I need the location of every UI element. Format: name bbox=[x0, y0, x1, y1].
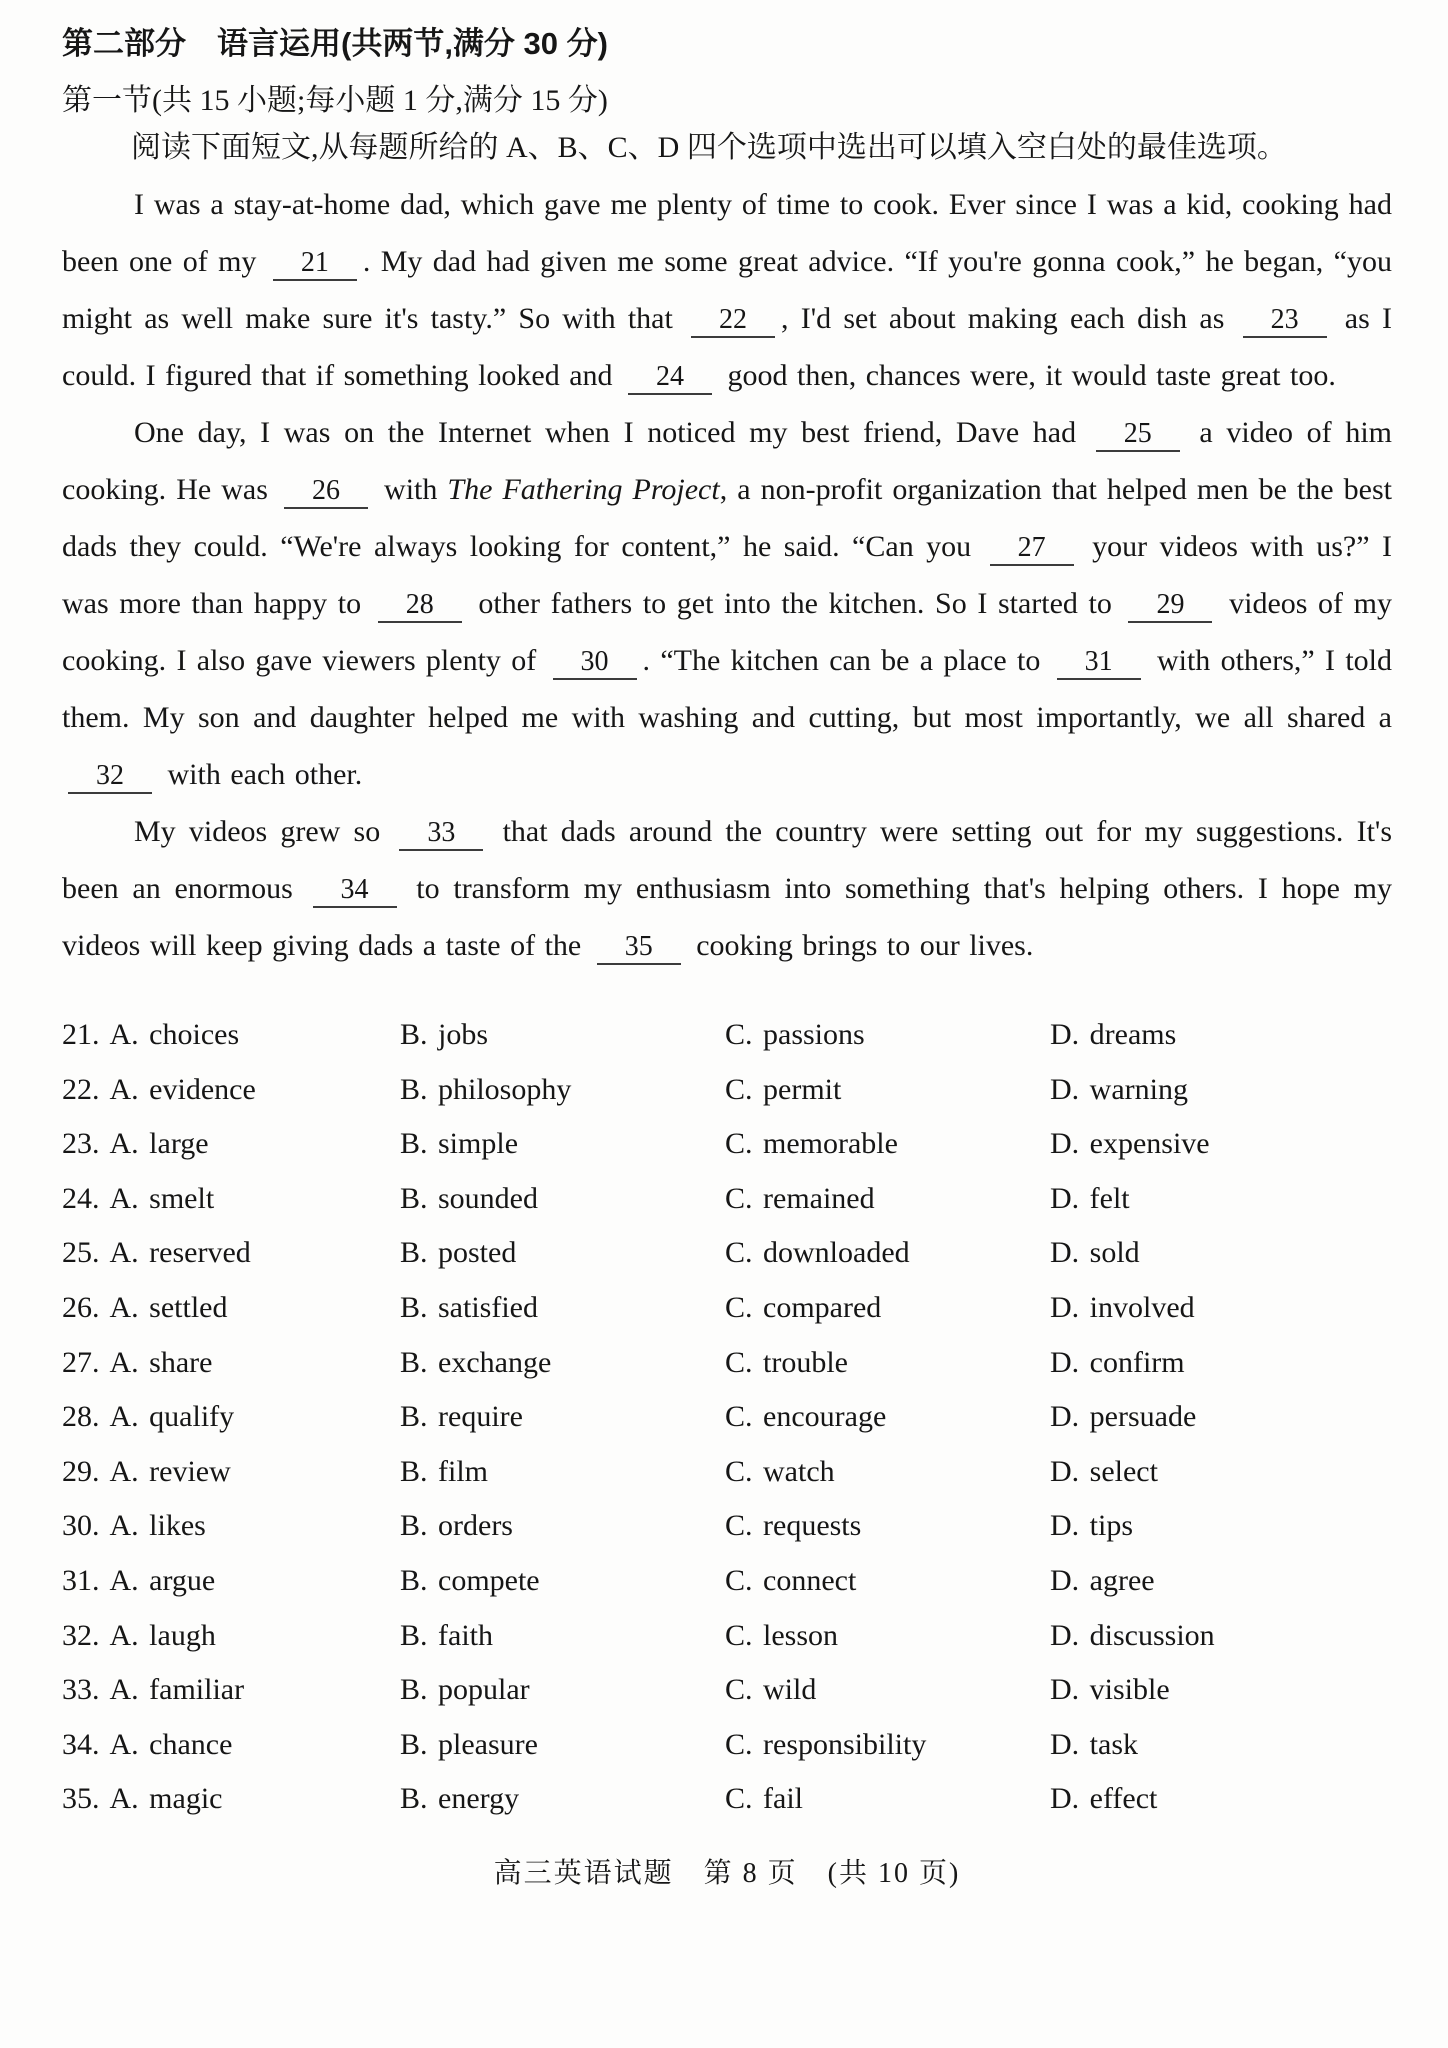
option-a: 23. A. large bbox=[62, 1117, 400, 1172]
option-b: B. energy bbox=[400, 1782, 520, 1816]
question-number: 22. bbox=[62, 1072, 100, 1106]
question-number: 26. bbox=[62, 1290, 100, 1324]
option-b: B. film bbox=[400, 1454, 489, 1488]
option-c: C. trouble bbox=[725, 1345, 848, 1379]
cloze-blank: 28 bbox=[378, 589, 462, 623]
option-c: C. compared bbox=[725, 1290, 882, 1324]
option-b: B. require bbox=[400, 1400, 523, 1434]
option-row bbox=[62, 1772, 1392, 1827]
cloze-blank: 33 bbox=[399, 817, 483, 851]
option-b: B. sounded bbox=[400, 1181, 538, 1215]
instruction-text: 阅读下面短文,从每题所给的 A、B、C、D 四个选项中选出可以填入空白处的最佳选项。 bbox=[131, 131, 1287, 164]
question-number: 34. bbox=[62, 1727, 100, 1761]
question-number: 21. bbox=[62, 1018, 100, 1051]
option-row bbox=[62, 1663, 1392, 1718]
option-b: B. compete bbox=[400, 1563, 540, 1597]
question-number: 24. bbox=[62, 1181, 100, 1215]
passage-paragraph: I was a stay-at-home dad, which gave me plenty of time to cook. Ever since I was a kid, cooking had been one of my 21 . My dad had given me some great advice. “If you're gonna cook,” he began, “you might as well make sure it's tasty.” So with that 22 , I'd set about making each dish as 23 as I could. I figured that if something looked and 24 good then, chances were, it would taste great too. bbox=[62, 176, 1392, 404]
cloze-blank: 32 bbox=[68, 760, 152, 794]
option-a: 33. A. familiar bbox=[62, 1663, 400, 1718]
option-row bbox=[62, 1336, 1392, 1391]
option-a: 21. A. choices bbox=[62, 1008, 400, 1063]
option-d: D. task bbox=[1050, 1727, 1138, 1761]
cloze-blank: 30 bbox=[553, 646, 637, 680]
cloze-blank: 29 bbox=[1128, 589, 1212, 623]
option-b: B. simple bbox=[400, 1127, 519, 1161]
option-row bbox=[62, 1554, 1392, 1609]
option-row bbox=[62, 1718, 1392, 1773]
option-c: C. encourage bbox=[725, 1400, 887, 1434]
cloze-blank: 21 bbox=[273, 247, 357, 281]
option-a: 24. A. smelt bbox=[62, 1172, 400, 1227]
option-a: 30. A. likes bbox=[62, 1499, 400, 1554]
option-a: 31. A. argue bbox=[62, 1554, 400, 1609]
question-number: 33. bbox=[62, 1673, 100, 1707]
option-b: B. popular bbox=[400, 1673, 530, 1707]
option-b: B. exchange bbox=[400, 1345, 552, 1379]
cloze-blank: 22 bbox=[691, 304, 775, 338]
option-c: C. connect bbox=[725, 1563, 857, 1597]
option-d: D. involved bbox=[1050, 1290, 1195, 1324]
option-d: D. dreams bbox=[1050, 1018, 1177, 1051]
cloze-blank: 31 bbox=[1057, 646, 1141, 680]
option-d: D. warning bbox=[1050, 1072, 1188, 1106]
option-row bbox=[62, 1445, 1392, 1500]
question-number: 35. bbox=[62, 1782, 100, 1816]
option-c: C. downloaded bbox=[725, 1236, 910, 1270]
option-b: B. jobs bbox=[400, 1018, 489, 1051]
option-d: D. discussion bbox=[1050, 1618, 1215, 1652]
option-a: 34. A. chance bbox=[62, 1718, 400, 1773]
options-list bbox=[62, 1008, 1392, 1827]
option-d: D. persuade bbox=[1050, 1400, 1197, 1434]
option-c: C. fail bbox=[725, 1782, 803, 1816]
option-b: B. satisfied bbox=[400, 1290, 538, 1324]
option-a: 22. A. evidence bbox=[62, 1063, 400, 1118]
option-row bbox=[62, 1008, 1392, 1063]
option-c: C. remained bbox=[725, 1181, 875, 1215]
section-heading: 第一节(共 15 小题;每小题 1 分,满分 15 分) bbox=[62, 84, 608, 117]
option-b: B. pleasure bbox=[400, 1727, 538, 1761]
cloze-blank: 25 bbox=[1096, 418, 1180, 452]
question-number: 28. bbox=[62, 1400, 100, 1434]
option-a: 25. A. reserved bbox=[62, 1226, 400, 1281]
cloze-blank: 35 bbox=[597, 931, 681, 965]
option-d: D. agree bbox=[1050, 1563, 1155, 1597]
option-c: C. memorable bbox=[725, 1127, 898, 1161]
option-row bbox=[62, 1390, 1392, 1445]
option-d: D. confirm bbox=[1050, 1345, 1185, 1379]
passage-paragraph: My videos grew so 33 that dads around the country were setting out for my suggestions. It's been an enormous 34 to transform my enthusiasm into something that's helping others. I hope my videos will keep giving dads a taste of the 35 cooking brings to our lives. bbox=[62, 803, 1392, 974]
question-number: 25. bbox=[62, 1236, 100, 1270]
option-d: D. effect bbox=[1050, 1782, 1158, 1816]
option-b: B. philosophy bbox=[400, 1072, 572, 1106]
cloze-blank: 34 bbox=[313, 874, 397, 908]
option-d: D. felt bbox=[1050, 1181, 1130, 1215]
option-row bbox=[62, 1226, 1392, 1281]
option-a: 35. A. magic bbox=[62, 1772, 400, 1827]
question-number: 29. bbox=[62, 1454, 100, 1488]
option-d: D. sold bbox=[1050, 1236, 1140, 1270]
option-b: B. orders bbox=[400, 1509, 513, 1543]
option-row bbox=[62, 1172, 1392, 1227]
option-c: C. wild bbox=[725, 1673, 817, 1707]
option-row bbox=[62, 1609, 1392, 1664]
question-number: 23. bbox=[62, 1127, 100, 1161]
option-b: B. faith bbox=[400, 1618, 493, 1652]
option-c: C. passions bbox=[725, 1018, 865, 1051]
option-a: 26. A. settled bbox=[62, 1281, 400, 1336]
page-footer: 高三英语试题 第 8 页 (共 10 页) bbox=[493, 1857, 961, 1889]
option-d: D. select bbox=[1050, 1454, 1158, 1488]
cloze-passage bbox=[62, 176, 1392, 974]
question-number: 30. bbox=[62, 1509, 100, 1543]
italic-text: The Fathering Project bbox=[447, 473, 720, 506]
option-b: B. posted bbox=[400, 1236, 517, 1270]
option-a: 32. A. laugh bbox=[62, 1609, 400, 1664]
cloze-blank: 27 bbox=[990, 532, 1074, 566]
option-a: 28. A. qualify bbox=[62, 1390, 400, 1445]
question-number: 32. bbox=[62, 1618, 100, 1652]
part-heading: 第二部分 语言运用(共两节,满分 30 分) bbox=[62, 26, 608, 61]
option-c: C. responsibility bbox=[725, 1727, 927, 1761]
option-c: C. lesson bbox=[725, 1618, 839, 1652]
question-number: 31. bbox=[62, 1563, 100, 1597]
cloze-blank: 26 bbox=[284, 475, 368, 509]
passage-paragraph: One day, I was on the Internet when I noticed my best friend, Dave had 25 a video of him cooking. He was 26 with The Fathering Project, a non-profit organization that helped men be the best dads they could. “We're always looking for content,” he said. “Can you 27 your videos with us?” I was more than happy to 28 other fathers to get into the kitchen. So I started to 29 videos of my cooking. I also gave viewers plenty of 30 . “The kitchen can be a place to 31 with others,” I told them. My son and daughter helped me with washing and cutting, but most importantly, we all shared a 32 with each other. bbox=[62, 404, 1392, 803]
option-a: 29. A. review bbox=[62, 1445, 400, 1500]
option-row bbox=[62, 1281, 1392, 1336]
question-number: 27. bbox=[62, 1345, 100, 1379]
option-d: D. expensive bbox=[1050, 1127, 1210, 1161]
option-d: D. tips bbox=[1050, 1509, 1134, 1543]
option-row bbox=[62, 1117, 1392, 1172]
cloze-blank: 23 bbox=[1243, 304, 1327, 338]
option-c: C. permit bbox=[725, 1072, 842, 1106]
option-d: D. visible bbox=[1050, 1673, 1170, 1707]
option-c: C. requests bbox=[725, 1509, 862, 1543]
cloze-blank: 24 bbox=[628, 361, 712, 395]
option-row bbox=[62, 1499, 1392, 1554]
option-a: 27. A. share bbox=[62, 1336, 400, 1391]
option-row bbox=[62, 1063, 1392, 1118]
option-c: C. watch bbox=[725, 1454, 835, 1488]
